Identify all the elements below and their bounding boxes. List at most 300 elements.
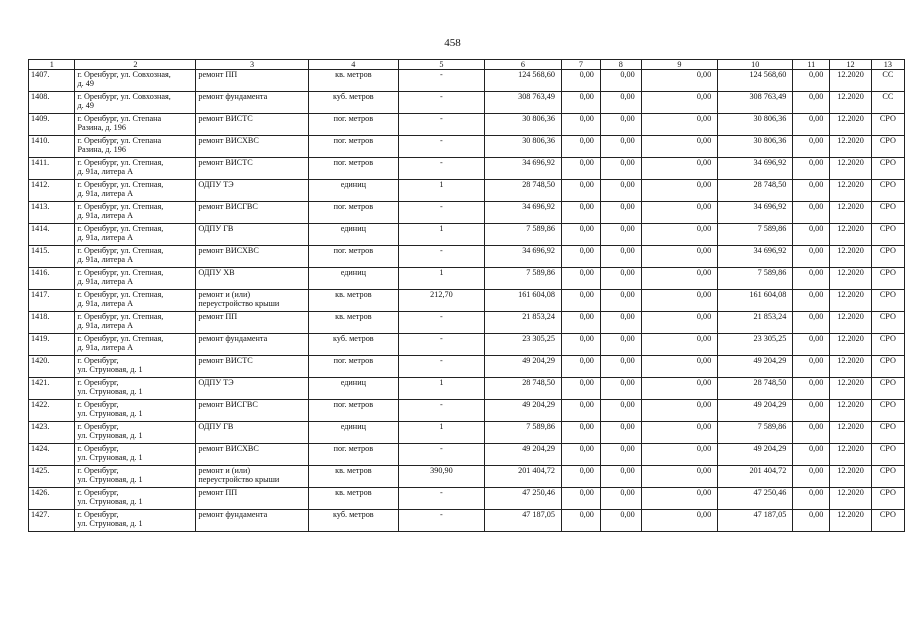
column-header-8: 8 bbox=[600, 60, 641, 70]
address-cell bbox=[75, 202, 196, 224]
address-cell bbox=[75, 158, 196, 180]
address-cell-line: ул. Струновая, д. 1 bbox=[77, 409, 143, 418]
total-cost-cell: 34 696,92 bbox=[484, 202, 561, 224]
table-row bbox=[29, 224, 905, 246]
work-type-cell-line: ремонт ПП bbox=[198, 312, 238, 321]
total-cost-cell: 21 853,24 bbox=[484, 312, 561, 334]
owner-funds-cell: 47 250,46 bbox=[718, 488, 793, 510]
owner-funds-cell: 49 204,29 bbox=[718, 356, 793, 378]
address-cell-line: ул. Струновая, д. 1 bbox=[77, 387, 143, 396]
local-funds-cell: 0,00 bbox=[641, 92, 717, 114]
method-cell: СРО bbox=[871, 510, 904, 532]
volume-cell: - bbox=[398, 510, 484, 532]
deadline-cell: 12.2020 bbox=[830, 290, 871, 312]
work-type-cell bbox=[196, 488, 308, 510]
regional-funds-cell: 0,00 bbox=[600, 202, 641, 224]
column-header-7: 7 bbox=[561, 60, 600, 70]
local-funds-cell: 0,00 bbox=[641, 202, 717, 224]
work-type-cell bbox=[196, 202, 308, 224]
deadline-cell: 12.2020 bbox=[830, 158, 871, 180]
local-funds-cell: 0,00 bbox=[641, 510, 717, 532]
table-row bbox=[29, 180, 905, 202]
volume-cell: - bbox=[398, 92, 484, 114]
table-row bbox=[29, 510, 905, 532]
table-row bbox=[29, 92, 905, 114]
deadline-cell: 12.2020 bbox=[830, 378, 871, 400]
address-cell-line: г. Оренбург, ул. Степная, bbox=[77, 158, 164, 167]
row-number-cell: 1415. bbox=[29, 246, 75, 268]
total-cost-cell: 124 568,60 bbox=[484, 70, 561, 92]
owner-funds-cell: 30 806,36 bbox=[718, 114, 793, 136]
address-cell-line: ул. Струновая, д. 1 bbox=[77, 475, 143, 484]
table-row bbox=[29, 488, 905, 510]
address-cell-line: д. 49 bbox=[77, 79, 94, 88]
unit-cell: пог. метров bbox=[308, 202, 398, 224]
volume-cell: - bbox=[398, 312, 484, 334]
other-funds-cell: 0,00 bbox=[793, 180, 830, 202]
regional-funds-cell: 0,00 bbox=[600, 246, 641, 268]
local-funds-cell: 0,00 bbox=[641, 224, 717, 246]
work-type-cell bbox=[196, 224, 308, 246]
method-cell: СРО bbox=[871, 290, 904, 312]
row-number-cell: 1420. bbox=[29, 356, 75, 378]
federal-funds-cell: 0,00 bbox=[561, 136, 600, 158]
federal-funds-cell: 0,00 bbox=[561, 312, 600, 334]
volume-cell: 390,90 bbox=[398, 466, 484, 488]
address-cell bbox=[75, 444, 196, 466]
work-type-cell-line: ремонт ВИСТС bbox=[198, 158, 253, 167]
column-header-12: 12 bbox=[830, 60, 871, 70]
owner-funds-cell: 49 204,29 bbox=[718, 444, 793, 466]
federal-funds-cell: 0,00 bbox=[561, 268, 600, 290]
row-number-cell: 1417. bbox=[29, 290, 75, 312]
federal-funds-cell: 0,00 bbox=[561, 510, 600, 532]
table-row bbox=[29, 158, 905, 180]
federal-funds-cell: 0,00 bbox=[561, 422, 600, 444]
column-header-5: 5 bbox=[398, 60, 484, 70]
method-cell: СРО bbox=[871, 246, 904, 268]
volume-cell: 1 bbox=[398, 422, 484, 444]
row-number-cell: 1407. bbox=[29, 70, 75, 92]
address-cell-line: Разина, д. 196 bbox=[77, 145, 126, 154]
address-cell bbox=[75, 378, 196, 400]
other-funds-cell: 0,00 bbox=[793, 158, 830, 180]
method-cell: СС bbox=[871, 92, 904, 114]
address-cell-line: г. Оренбург, ул. Степная, bbox=[77, 268, 164, 277]
address-cell bbox=[75, 356, 196, 378]
volume-cell: - bbox=[398, 356, 484, 378]
row-number-cell: 1408. bbox=[29, 92, 75, 114]
regional-funds-cell: 0,00 bbox=[600, 510, 641, 532]
unit-cell: единиц bbox=[308, 378, 398, 400]
address-cell bbox=[75, 400, 196, 422]
owner-funds-cell: 201 404,72 bbox=[718, 466, 793, 488]
deadline-cell: 12.2020 bbox=[830, 334, 871, 356]
method-cell: СРО bbox=[871, 466, 904, 488]
unit-cell: пог. метров bbox=[308, 356, 398, 378]
work-type-cell-line: ремонт и (или) bbox=[198, 290, 251, 299]
work-type-cell-line: переустройство крыши bbox=[198, 299, 280, 308]
volume-cell: - bbox=[398, 158, 484, 180]
address-cell-line: г. Оренбург, bbox=[77, 510, 119, 519]
address-cell bbox=[75, 246, 196, 268]
column-header-6: 6 bbox=[484, 60, 561, 70]
federal-funds-cell: 0,00 bbox=[561, 444, 600, 466]
volume-cell: 1 bbox=[398, 180, 484, 202]
address-cell bbox=[75, 466, 196, 488]
work-type-cell bbox=[196, 466, 308, 488]
total-cost-cell: 7 589,86 bbox=[484, 268, 561, 290]
other-funds-cell: 0,00 bbox=[793, 378, 830, 400]
regional-funds-cell: 0,00 bbox=[600, 400, 641, 422]
unit-cell: единиц bbox=[308, 422, 398, 444]
method-cell: СРО bbox=[871, 224, 904, 246]
regional-funds-cell: 0,00 bbox=[600, 224, 641, 246]
work-type-cell bbox=[196, 334, 308, 356]
unit-cell: единиц bbox=[308, 268, 398, 290]
work-type-cell bbox=[196, 114, 308, 136]
work-type-cell bbox=[196, 180, 308, 202]
table-row bbox=[29, 290, 905, 312]
address-cell-line: г. Оренбург, bbox=[77, 356, 119, 365]
unit-cell: куб. метров bbox=[308, 334, 398, 356]
address-cell-line: г. Оренбург, ул. Совхозная, bbox=[77, 70, 171, 79]
work-type-cell-line: ремонт ПП bbox=[198, 488, 238, 497]
method-cell: СРО bbox=[871, 444, 904, 466]
deadline-cell: 12.2020 bbox=[830, 444, 871, 466]
owner-funds-cell: 28 748,50 bbox=[718, 378, 793, 400]
regional-funds-cell: 0,00 bbox=[600, 180, 641, 202]
total-cost-cell: 49 204,29 bbox=[484, 356, 561, 378]
federal-funds-cell: 0,00 bbox=[561, 378, 600, 400]
work-type-cell bbox=[196, 400, 308, 422]
address-cell-line: г. Оренбург, bbox=[77, 400, 119, 409]
address-cell-line: д. 91а, литера А bbox=[77, 233, 134, 242]
local-funds-cell: 0,00 bbox=[641, 290, 717, 312]
unit-cell: кв. метров bbox=[308, 466, 398, 488]
owner-funds-cell: 7 589,86 bbox=[718, 422, 793, 444]
work-type-cell-line: ОДПУ ТЭ bbox=[198, 180, 234, 189]
unit-cell: кв. метров bbox=[308, 312, 398, 334]
address-cell bbox=[75, 268, 196, 290]
row-number-cell: 1424. bbox=[29, 444, 75, 466]
work-type-cell bbox=[196, 268, 308, 290]
owner-funds-cell: 30 806,36 bbox=[718, 136, 793, 158]
address-cell bbox=[75, 180, 196, 202]
federal-funds-cell: 0,00 bbox=[561, 334, 600, 356]
address-cell-line: д. 91а, литера А bbox=[77, 321, 134, 330]
table-row bbox=[29, 312, 905, 334]
deadline-cell: 12.2020 bbox=[830, 224, 871, 246]
volume-cell: 1 bbox=[398, 378, 484, 400]
federal-funds-cell: 0,00 bbox=[561, 466, 600, 488]
address-cell bbox=[75, 114, 196, 136]
local-funds-cell: 0,00 bbox=[641, 114, 717, 136]
capital-repair-table bbox=[28, 59, 905, 532]
address-cell-line: г. Оренбург, ул. Степная, bbox=[77, 312, 164, 321]
total-cost-cell: 201 404,72 bbox=[484, 466, 561, 488]
deadline-cell: 12.2020 bbox=[830, 70, 871, 92]
column-number-row bbox=[29, 60, 905, 70]
method-cell: СРО bbox=[871, 268, 904, 290]
table-row bbox=[29, 202, 905, 224]
unit-cell: пог. метров bbox=[308, 136, 398, 158]
work-type-cell-line: ремонт ВИСТС bbox=[198, 356, 253, 365]
work-type-cell-line: ремонт фундамента bbox=[198, 334, 268, 343]
regional-funds-cell: 0,00 bbox=[600, 378, 641, 400]
federal-funds-cell: 0,00 bbox=[561, 114, 600, 136]
other-funds-cell: 0,00 bbox=[793, 312, 830, 334]
owner-funds-cell: 124 568,60 bbox=[718, 70, 793, 92]
row-number-cell: 1412. bbox=[29, 180, 75, 202]
table-row bbox=[29, 114, 905, 136]
federal-funds-cell: 0,00 bbox=[561, 70, 600, 92]
address-cell bbox=[75, 290, 196, 312]
work-type-cell bbox=[196, 246, 308, 268]
owner-funds-cell: 34 696,92 bbox=[718, 246, 793, 268]
total-cost-cell: 23 305,25 bbox=[484, 334, 561, 356]
row-number-cell: 1427. bbox=[29, 510, 75, 532]
address-cell-line: Разина, д. 196 bbox=[77, 123, 126, 132]
federal-funds-cell: 0,00 bbox=[561, 158, 600, 180]
unit-cell: куб. метров bbox=[308, 92, 398, 114]
address-cell bbox=[75, 422, 196, 444]
work-type-cell-line: ремонт ВИСГВС bbox=[198, 202, 258, 211]
federal-funds-cell: 0,00 bbox=[561, 92, 600, 114]
deadline-cell: 12.2020 bbox=[830, 422, 871, 444]
row-number-cell: 1422. bbox=[29, 400, 75, 422]
local-funds-cell: 0,00 bbox=[641, 180, 717, 202]
table-row bbox=[29, 70, 905, 92]
deadline-cell: 12.2020 bbox=[830, 268, 871, 290]
address-cell-line: ул. Струновая, д. 1 bbox=[77, 497, 143, 506]
address-cell-line: г. Оренбург, bbox=[77, 378, 119, 387]
row-number-cell: 1409. bbox=[29, 114, 75, 136]
table-row bbox=[29, 268, 905, 290]
other-funds-cell: 0,00 bbox=[793, 268, 830, 290]
deadline-cell: 12.2020 bbox=[830, 92, 871, 114]
federal-funds-cell: 0,00 bbox=[561, 224, 600, 246]
address-cell-line: г. Оренбург, ул. Степная, bbox=[77, 334, 164, 343]
total-cost-cell: 161 604,08 bbox=[484, 290, 561, 312]
federal-funds-cell: 0,00 bbox=[561, 488, 600, 510]
column-header-11: 11 bbox=[793, 60, 830, 70]
owner-funds-cell: 34 696,92 bbox=[718, 158, 793, 180]
table-row bbox=[29, 246, 905, 268]
deadline-cell: 12.2020 bbox=[830, 356, 871, 378]
address-cell-line: д. 91а, литера А bbox=[77, 343, 134, 352]
deadline-cell: 12.2020 bbox=[830, 114, 871, 136]
total-cost-cell: 47 250,46 bbox=[484, 488, 561, 510]
method-cell: СРО bbox=[871, 158, 904, 180]
row-number-cell: 1413. bbox=[29, 202, 75, 224]
local-funds-cell: 0,00 bbox=[641, 136, 717, 158]
address-cell-line: г. Оренбург, ул. Степная, bbox=[77, 180, 164, 189]
method-cell: СРО bbox=[871, 312, 904, 334]
address-cell-line: г. Оренбург, ул. Совхозная, bbox=[77, 92, 171, 101]
local-funds-cell: 0,00 bbox=[641, 70, 717, 92]
column-header-10: 10 bbox=[718, 60, 793, 70]
regional-funds-cell: 0,00 bbox=[600, 356, 641, 378]
row-number-cell: 1414. bbox=[29, 224, 75, 246]
deadline-cell: 12.2020 bbox=[830, 202, 871, 224]
method-cell: СРО bbox=[871, 136, 904, 158]
method-cell: СРО bbox=[871, 334, 904, 356]
owner-funds-cell: 23 305,25 bbox=[718, 334, 793, 356]
volume-cell: 212,70 bbox=[398, 290, 484, 312]
method-cell: СРО bbox=[871, 488, 904, 510]
method-cell: СРО bbox=[871, 400, 904, 422]
regional-funds-cell: 0,00 bbox=[600, 158, 641, 180]
total-cost-cell: 47 187,05 bbox=[484, 510, 561, 532]
table-row bbox=[29, 444, 905, 466]
work-type-cell bbox=[196, 356, 308, 378]
work-type-cell-line: ОДПУ ХВ bbox=[198, 268, 235, 277]
method-cell: СРО bbox=[871, 180, 904, 202]
address-cell bbox=[75, 334, 196, 356]
owner-funds-cell: 47 187,05 bbox=[718, 510, 793, 532]
unit-cell: куб. метров bbox=[308, 510, 398, 532]
row-number-cell: 1426. bbox=[29, 488, 75, 510]
address-cell bbox=[75, 510, 196, 532]
regional-funds-cell: 0,00 bbox=[600, 268, 641, 290]
unit-cell: пог. метров bbox=[308, 246, 398, 268]
address-cell-line: г. Оренбург, ул. Степная, bbox=[77, 202, 164, 211]
owner-funds-cell: 7 589,86 bbox=[718, 224, 793, 246]
volume-cell: - bbox=[398, 202, 484, 224]
row-number-cell: 1425. bbox=[29, 466, 75, 488]
address-cell bbox=[75, 488, 196, 510]
unit-cell: единиц bbox=[308, 224, 398, 246]
volume-cell: - bbox=[398, 114, 484, 136]
work-type-cell-line: ОДПУ ГВ bbox=[198, 422, 234, 431]
local-funds-cell: 0,00 bbox=[641, 466, 717, 488]
other-funds-cell: 0,00 bbox=[793, 356, 830, 378]
table-row bbox=[29, 378, 905, 400]
total-cost-cell: 30 806,36 bbox=[484, 136, 561, 158]
local-funds-cell: 0,00 bbox=[641, 378, 717, 400]
other-funds-cell: 0,00 bbox=[793, 334, 830, 356]
total-cost-cell: 28 748,50 bbox=[484, 378, 561, 400]
other-funds-cell: 0,00 bbox=[793, 400, 830, 422]
total-cost-cell: 34 696,92 bbox=[484, 158, 561, 180]
total-cost-cell: 7 589,86 bbox=[484, 224, 561, 246]
owner-funds-cell: 308 763,49 bbox=[718, 92, 793, 114]
address-cell-line: ул. Струновая, д. 1 bbox=[77, 519, 143, 528]
volume-cell: - bbox=[398, 444, 484, 466]
local-funds-cell: 0,00 bbox=[641, 422, 717, 444]
address-cell-line: д. 91а, литера А bbox=[77, 211, 134, 220]
volume-cell: - bbox=[398, 334, 484, 356]
address-cell-line: г. Оренбург, bbox=[77, 466, 119, 475]
federal-funds-cell: 0,00 bbox=[561, 202, 600, 224]
method-cell: СРО bbox=[871, 378, 904, 400]
address-cell-line: г. Оренбург, ул. Степана bbox=[77, 114, 162, 123]
total-cost-cell: 28 748,50 bbox=[484, 180, 561, 202]
total-cost-cell: 7 589,86 bbox=[484, 422, 561, 444]
other-funds-cell: 0,00 bbox=[793, 488, 830, 510]
unit-cell: пог. метров bbox=[308, 444, 398, 466]
method-cell: СРО bbox=[871, 356, 904, 378]
column-header-9: 9 bbox=[641, 60, 717, 70]
regional-funds-cell: 0,00 bbox=[600, 70, 641, 92]
regional-funds-cell: 0,00 bbox=[600, 466, 641, 488]
work-type-cell bbox=[196, 92, 308, 114]
other-funds-cell: 0,00 bbox=[793, 70, 830, 92]
local-funds-cell: 0,00 bbox=[641, 246, 717, 268]
regional-funds-cell: 0,00 bbox=[600, 488, 641, 510]
other-funds-cell: 0,00 bbox=[793, 202, 830, 224]
work-type-cell bbox=[196, 378, 308, 400]
work-type-cell-line: ремонт фундамента bbox=[198, 92, 268, 101]
row-number-cell: 1423. bbox=[29, 422, 75, 444]
total-cost-cell: 308 763,49 bbox=[484, 92, 561, 114]
work-type-cell-line: переустройство крыши bbox=[198, 475, 280, 484]
address-cell-line: д. 91а, литера А bbox=[77, 277, 134, 286]
address-cell-line: г. Оренбург, ул. Степана bbox=[77, 136, 162, 145]
work-type-cell-line: ремонт ВИСХВС bbox=[198, 136, 259, 145]
work-type-cell-line: ремонт ПП bbox=[198, 70, 238, 79]
table-row bbox=[29, 422, 905, 444]
row-number-cell: 1421. bbox=[29, 378, 75, 400]
regional-funds-cell: 0,00 bbox=[600, 114, 641, 136]
other-funds-cell: 0,00 bbox=[793, 444, 830, 466]
column-header-1: 1 bbox=[29, 60, 75, 70]
total-cost-cell: 30 806,36 bbox=[484, 114, 561, 136]
work-type-cell-line: ремонт фундамента bbox=[198, 510, 268, 519]
unit-cell: кв. метров bbox=[308, 290, 398, 312]
deadline-cell: 12.2020 bbox=[830, 400, 871, 422]
deadline-cell: 12.2020 bbox=[830, 510, 871, 532]
page-number: 458 bbox=[444, 37, 461, 49]
work-type-cell bbox=[196, 510, 308, 532]
address-cell-line: г. Оренбург, ул. Степная, bbox=[77, 290, 164, 299]
volume-cell: - bbox=[398, 488, 484, 510]
work-type-cell-line: ремонт и (или) bbox=[198, 466, 251, 475]
other-funds-cell: 0,00 bbox=[793, 290, 830, 312]
total-cost-cell: 49 204,29 bbox=[484, 400, 561, 422]
row-number-cell: 1418. bbox=[29, 312, 75, 334]
local-funds-cell: 0,00 bbox=[641, 334, 717, 356]
local-funds-cell: 0,00 bbox=[641, 356, 717, 378]
deadline-cell: 12.2020 bbox=[830, 246, 871, 268]
address-cell-line: ул. Струновая, д. 1 bbox=[77, 453, 143, 462]
other-funds-cell: 0,00 bbox=[793, 114, 830, 136]
federal-funds-cell: 0,00 bbox=[561, 290, 600, 312]
regional-funds-cell: 0,00 bbox=[600, 312, 641, 334]
unit-cell: кв. метров bbox=[308, 70, 398, 92]
unit-cell: единиц bbox=[308, 180, 398, 202]
work-type-cell-line: ремонт ВИСТС bbox=[198, 114, 253, 123]
unit-cell: кв. метров bbox=[308, 488, 398, 510]
federal-funds-cell: 0,00 bbox=[561, 246, 600, 268]
row-number-cell: 1410. bbox=[29, 136, 75, 158]
address-cell-line: д. 49 bbox=[77, 101, 94, 110]
address-cell-line: г. Оренбург, ул. Степная, bbox=[77, 246, 164, 255]
row-number-cell: 1419. bbox=[29, 334, 75, 356]
owner-funds-cell: 49 204,29 bbox=[718, 400, 793, 422]
other-funds-cell: 0,00 bbox=[793, 92, 830, 114]
local-funds-cell: 0,00 bbox=[641, 444, 717, 466]
address-cell-line: г. Оренбург, bbox=[77, 444, 119, 453]
address-cell-line: д. 91а, литера А bbox=[77, 255, 134, 264]
owner-funds-cell: 34 696,92 bbox=[718, 202, 793, 224]
address-cell bbox=[75, 312, 196, 334]
other-funds-cell: 0,00 bbox=[793, 510, 830, 532]
work-type-cell-line: ремонт ВИСХВС bbox=[198, 246, 259, 255]
owner-funds-cell: 28 748,50 bbox=[718, 180, 793, 202]
volume-cell: - bbox=[398, 400, 484, 422]
